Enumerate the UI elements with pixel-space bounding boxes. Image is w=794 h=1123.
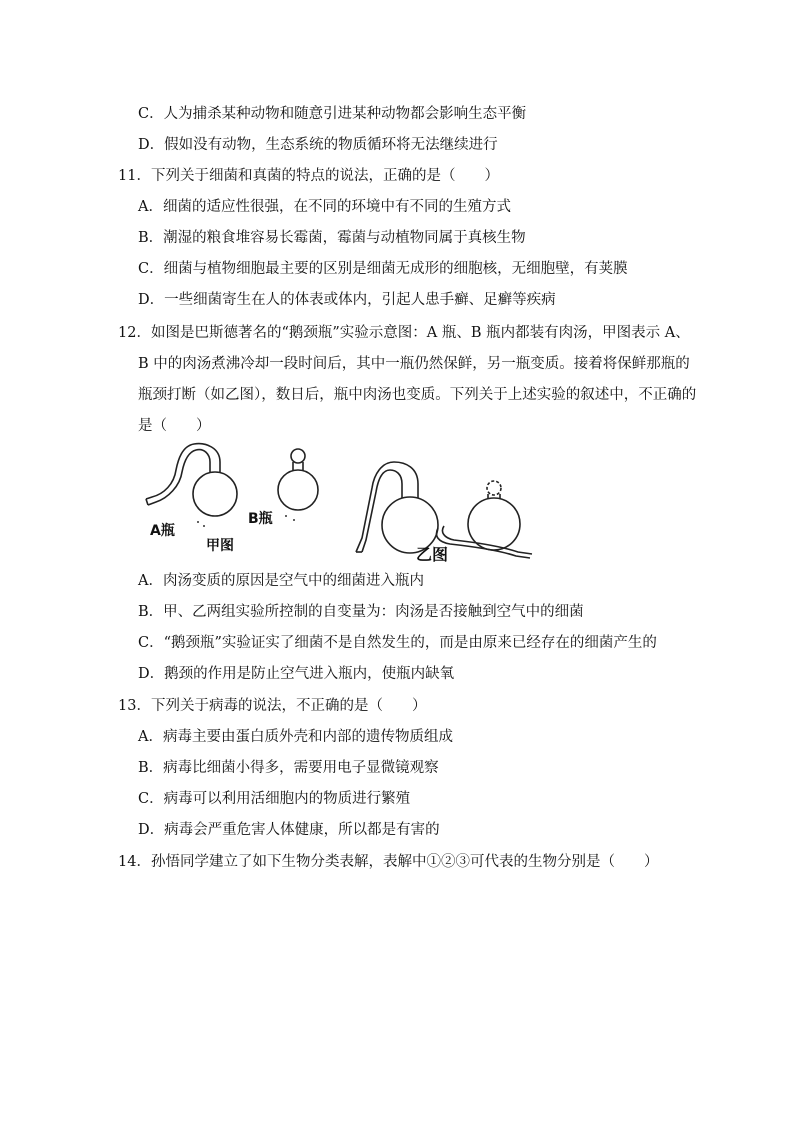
q13-option-b: B．病毒比细菌小得多，需要用电子显微镜观察 <box>138 760 439 776</box>
q10-option-d: D．假如没有动物，生态系统的物质循环将无法继续进行 <box>138 137 498 153</box>
q11-option-a: A．细菌的适应性很强，在不同的环境中有不同的生殖方式 <box>138 199 511 215</box>
gooseneck-flask-figure <box>138 440 538 565</box>
q10-option-c: C．人为捕杀某种动物和随意引进某种动物都会影响生态平衡 <box>138 106 527 122</box>
q11-stem: 11．下列关于细菌和真菌的特点的说法，正确的是（ ） <box>118 168 499 184</box>
flask-a-label: A瓶 <box>150 523 175 539</box>
flask-a-icon <box>146 444 237 516</box>
q12-option-b: B．甲、乙两组实验所控制的自变量为：肉汤是否接触到空气中的细菌 <box>138 604 584 620</box>
q11-option-c: C．细菌与植物细胞最主要的区别是细菌无成形的细胞核，无细胞壁，有荚膜 <box>138 261 628 277</box>
flask-b-icon <box>278 449 318 510</box>
flask-d-icon <box>437 481 533 558</box>
q11-option-d: D．一些细菌寄生在人的体表或体内，引起人患手癣、足癣等疾病 <box>138 292 556 308</box>
q12-stem-line2: B 中的肉汤煮沸冷却一段时间后，其中一瓶仍然保鲜，另一瓶变质。接着将保鲜那瓶的 <box>138 356 690 372</box>
q12-stem-line4: 是（ ） <box>138 418 211 434</box>
flask-b-label: B瓶 <box>248 511 273 527</box>
figure-jia-label: 甲图 <box>206 538 234 554</box>
q13-option-a: A．病毒主要由蛋白质外壳和内部的遗传物质组成 <box>138 729 453 745</box>
q13-option-d: D．病毒会严重危害人体健康，所以都是有害的 <box>138 822 440 838</box>
flask-c-icon <box>356 462 438 553</box>
q12-option-c: C．“鹅颈瓶”实验证实了细菌不是自然发生的，而是由原来已经存在的细菌产生的 <box>138 635 657 651</box>
figure-yi-label: 乙图 <box>416 545 449 564</box>
q12-option-d: D．鹅颈的作用是防止空气进入瓶内，使瓶内缺氧 <box>138 666 455 682</box>
q13-option-c: C．病毒可以利用活细胞内的物质进行繁殖 <box>138 791 411 807</box>
q14-stem: 14．孙悟同学建立了如下生物分类表解，表解中①②③可代表的生物分别是（ ） <box>118 854 659 870</box>
q12-option-a: A．肉汤变质的原因是空气中的细菌进入瓶内 <box>138 573 424 589</box>
q13-stem: 13．下列关于病毒的说法，不正确的是（ ） <box>118 698 427 714</box>
q11-option-b: B．潮湿的粮食堆容易长霉菌，霉菌与动植物同属于真核生物 <box>138 230 526 246</box>
q12-stem-line3: 瓶颈打断（如乙图），数日后，瓶中肉汤也变质。下列关于上述实验的叙述中，不正确的 <box>138 387 697 403</box>
q12-stem-line1: 12．如图是巴斯德著名的“鹅颈瓶”实验示意图：A 瓶、B 瓶内都装有肉汤，甲图表示 A、 <box>118 325 690 341</box>
